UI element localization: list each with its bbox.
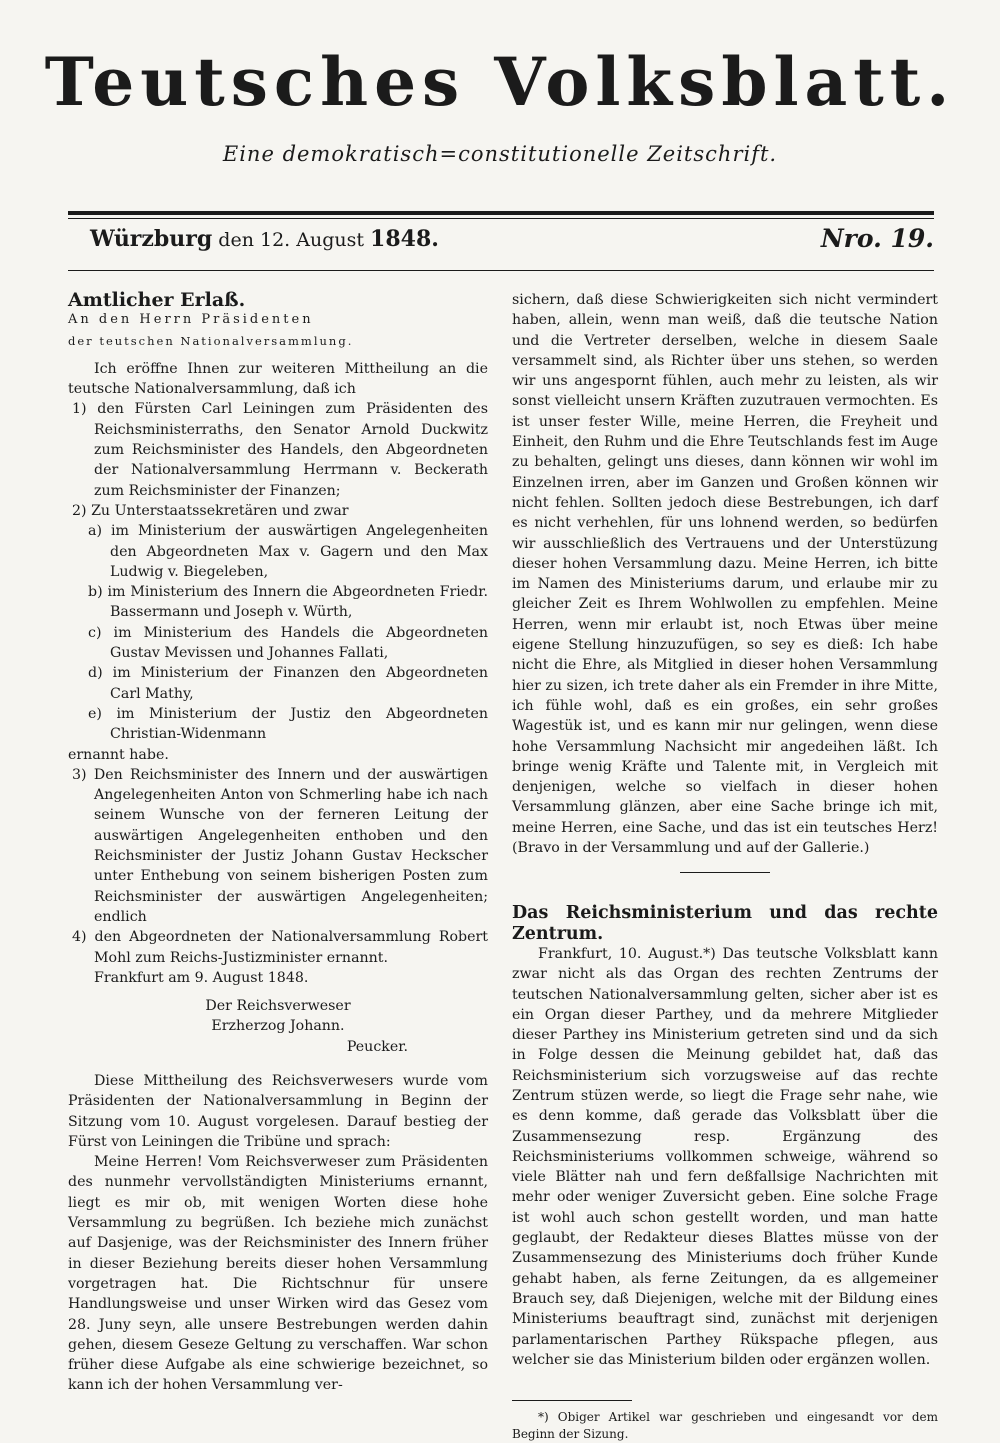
decree-ernannt: ernannt habe. [68,746,169,763]
masthead-rule-thick [68,211,934,215]
masthead-rule-thin [68,218,934,219]
decree-sub-e: e) im Ministerium der Justiz den Abgeordneten Christian-Widenmann [88,705,488,743]
decree-item-2: 2) Zu Unterstaatssekretären und zwar [72,502,349,519]
decree-item-4: 4) den Abgeordneten der Nationalversammlung Robert Mohl zum Reichs-Justizminister ernannt. [72,929,488,966]
right-column [512,290,938,1443]
decree-sub-b: b) im Ministerium des Innern die Abgeordneten Friedr. Bassermann und Joseph v. Würth, [88,584,488,621]
decree-intro: Ich eröffne Ihnen zur weiteren Mittheilung an die teutsche Nationalversammlung, daß ich [68,360,488,398]
article-separator [680,872,770,873]
addressee-line-1: An den Herrn Präsidenten [68,312,314,328]
masthead-subtitle: Eine demokratisch=constitutionelle Zeitschrift. [222,142,778,166]
decree-item-3: 3) Den Reichsminister des Innern und der auswärtigen Angelegenheiten Anton von Schmerling habe ich nach seinem Wunsche von der ferneren Leitung der auswärtigen Angelegenheiten enthoben und den Reichsminister der Justiz Johann Gustav Heckscher unter Enthebung von seinem bisherigen Posten zum Reichsminister der auswärtigen Angelegenheiten; endlich [72,766,488,925]
issue-number: Nro. 19. [820,224,934,253]
signature-name: Erzherzog Johann. [211,1018,345,1035]
signature-title: Der Reichsverweser [205,998,351,1015]
speech-part-1: Meine Herren! Vom Reichsverweser zum Präsidenten des nunmehr vervollständigten Ministeriums ernannt, liegt es mir ob, mit wenigen Worten diese hohe Versammlung zu begrüßen. Ich beziehe mich zunächst auf Dasjenige, was der Reichsminister des Innern früher in dieser Beziehung bereits dieser hohen Versammlung vorgetragen hat. Die Richtschnur für unsere Handlungsweise und unser Wirken wird das Gesez vom 28. Juny seyn, alle unsere Bestrebungen werden dahin gehen, diesem Geseze Geltung zu verschaffen. War schon früher diese Aufgabe als eine schwierige bezeichnet, so kann ich der hohen Versammlung ver- [68,1154,488,1394]
ministry-article-body: Frankfurt, 10. August.*) Das teutsche Volksblatt kann zwar nicht als das Organ des rechten Zentrums der teutschen Nationalversammlung gelten, sicher aber ist es ein Organ dieser Parthey, und da mehrere Mitglieder dieser Parthey ins Ministerium getreten sind und da sich in Folge dessen die Meinung gebildet hat, daß das Reichsministerium sich vorzugsweise auf das rechte Zentrum stüzen werde, so liegt die Frage sehr nahe, wie es denn komme, daß gerade das Volksblatt über die Zusammensezung resp. Ergänzung des Reichsministeriums vollkommen schweige, während so viele Blätter nah und fern deßfallsige Nachrichten mit mehr oder weniger Zuversicht geben. Eine solche Frage ist wohl auch schon gestellt worden, und man hatte geglaubt, der Redakteur dieses Blattes müsse von der Zusammensezung des Ministeriums doch früher Kunde gehabt haben, als ferne Zeitungen, da es allgemeiner Brauch sey, daß Diejenigen, welche mit der Bildung eines Ministeriums beauftragt sind, zunächst mit derjenigen parlamentarischen Parthey Rükspache pflegen, aus welcher sie das Ministerium bilden oder ergänzen wollen. [512,945,938,1368]
decree-sub-c: c) im Ministerium des Handels die Abgeordneten Gustav Mevissen und Johannes Fallati, [88,624,488,662]
footnote: *) Obiger Artikel war geschrieben und eingesandt vor dem Beginn der Sizung. [512,1410,938,1442]
countersignature: Peucker. [346,1038,408,1055]
session-report: Diese Mittheilung des Reichsverwesers wurde vom Präsidenten der Nationalversammlung in Beginn der Sitzung vom 10. August vorgelesen. Darauf bestieg der Fürst von Leiningen die Tribüne und sprach: [68,1072,488,1150]
article-heading-ministry: Das Reichsministerium und das rechte Zentrum. [512,903,938,944]
dateline-year: 1848. [370,226,439,252]
masthead-title: Teutsches Volksblatt. [44,43,956,121]
dateline-rule [68,270,934,271]
dateline-place: Würzburg [90,226,213,252]
decree-sub-d: d) im Ministerium der Finanzen den Abgeordneten Carl Mathy, [88,665,488,702]
decree-place-date: Frankfurt am 9. August 1848. [94,969,309,986]
footnote-rule [512,1400,632,1401]
article-heading-decree: Amtlicher Erlaß. [68,289,246,311]
dateline [90,226,934,262]
decree-sub-a: a) im Ministerium der auswärtigen Angelegenheiten den Abgeordneten Max v. Gagern und den Max Ludwig v. Biegeleben, [88,523,488,580]
addressee-line-2: der teutschen Nationalversammlung. [68,333,354,348]
dateline-date: den 12. August [218,229,364,251]
speech-part-2: sichern, daß diese Schwierigkeiten sich nicht vermindert haben, allein, wenn man weiß, daß die teutsche Nation und die Vertreter derselben, welche in diesem Saale versammelt sind, als Richter über uns stehen, so werden wir uns angespornt fühlen, auch mehr zu leisten, als wir sonst vielleicht unsern Kräften zuzutrauen vermochten. Es ist unser fester Wille, meine Herren, die Freyheit und Einheit, den Ruhm und die Ehre Teutschlands fest im Auge zu behalten, gelingt uns dieses, dann können wir wohl im Einzelnen irren, aber im Ganzen und Großen können wir nicht fehlen. Sollten jedoch diese Bestrebungen, ich darf es nicht verhehlen, für uns lohnend werden, so bedürfen wir ausschließlich des Vertrauens und der Unterstüzung dieser hohen Versammlung dazu. Meine Herren, ich bitte im Namen des Ministeriums darum, und erlaube mir zu gleicher Zeit es Ihrem Wohlwollen zu empfehlen. Meine Herren, wenn mir erlaubt ist, noch Etwas über meine eigene Stellung hinzuzufügen, so sey es dieß: Ich habe nicht die Ehre, als Mitglied in dieser hohen Versammlung hier zu sizen, ich trete daher als ein Fremder in ihre Mitte, ich fühle wohl, daß es ein großes, ein sehr großes Wagestük ist, und es kann mir nur gelingen, wenn diese hohe Versammlung Nachsicht mir angedeihen läßt. Ich bringe wenig Kräfte und Talente mit, in Vergleich mit denjenigen, welche so vielfach in dieser hohen Versammlung glänzen, aber eine Sache bringe ich mit, meine Herren, eine Sache, und das ist ein teutsches Herz! (Bravo in der Versammlung und auf der Gallerie.) [512,292,938,857]
decree-item-1: 1) den Fürsten Carl Leiningen zum Präsidenten des Reichsministerraths, den Senator Arnold Duckwitz zum Reichsminister des Handels, den Abgeordneten der Nationalversammlung Herrmann v. Beckerath zum Reichsminister der Finanzen; [72,401,488,499]
left-column [68,290,488,1396]
